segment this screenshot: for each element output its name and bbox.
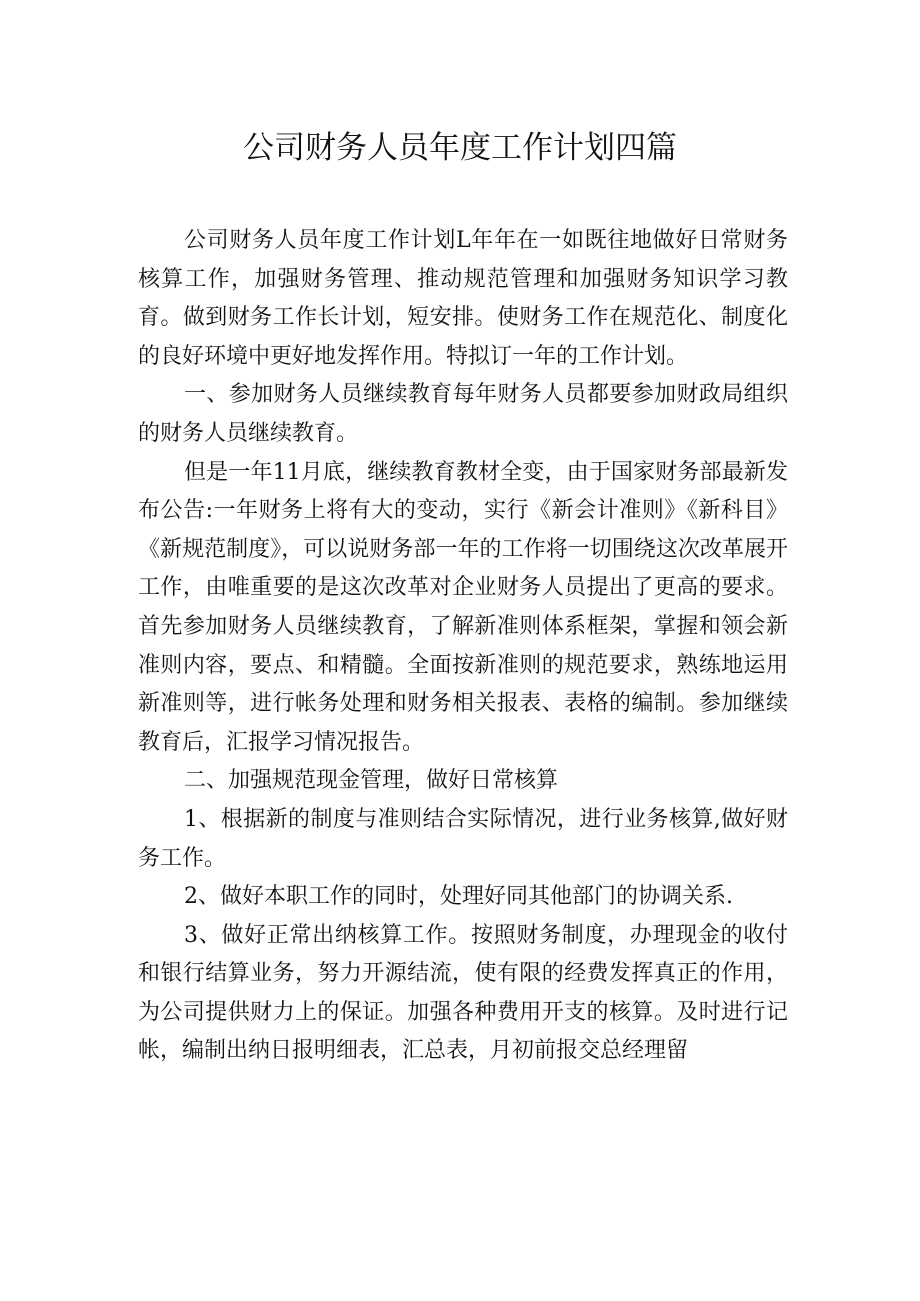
document-body [138, 222, 788, 1071]
paragraph-item-1: 1、根据新的制度与准则结合实际情况，进行业务核算,做好财务工作。 [138, 806, 788, 871]
document-title: 公司财务人员年度工作计划四篇 [243, 130, 677, 166]
paragraph-section-2-heading: 二、加强规范现金管理，做好日常核算 [184, 768, 559, 794]
paragraph-continuing-education: 但是一年11月底，继续教育教材全变，由于国家财务部最新发布公告:一年财务上将有大的变动，实行《新会计准则》《新科目》《新规范制度》，可以说财务部一年的工作将一切围绕这次改革展开工作，由唯重要的是这次改革对企业财务人员提出了更高的要求。首先参加财务人员继续教育，了解新准则体系框架，掌握和领会新准则内容，要点、和精髓。全面按新准则的规范要求，熟练地运用新准则等，进行帐务处理和财务相关报表、表格的编制。参加继续教育后，汇报学习情况报告。 [138, 459, 788, 755]
paragraph-intro: 公司财务人员年度工作计划L年年在一如既往地做好日常财务核算工作，加强财务管理、推动规范管理和加强财务知识学习教育。做到财务工作长计划，短安排。使财务工作在规范化、制度化的良好环境中更好地发挥作用。特拟订一年的工作计划。 [138, 228, 788, 369]
paragraph-item-2: 2、做好本职工作的同时，处理好同其他部门的协调关系. [184, 884, 733, 910]
paragraph-section-1: 一、参加财务人员继续教育每年财务人员都要参加财政局组织的财务人员继续教育。 [138, 382, 788, 446]
paragraph-item-3: 3、做好正常出纳核算工作。按照财务制度，办理现金的收付和银行结算业务，努力开源结流，使有限的经费发挥真正的作用，为公司提供财力上的保证。加强各种费用开支的核算。及时进行记帐，编制出纳日报明细表，汇总表，月初前报交总经理留 [138, 922, 788, 1064]
